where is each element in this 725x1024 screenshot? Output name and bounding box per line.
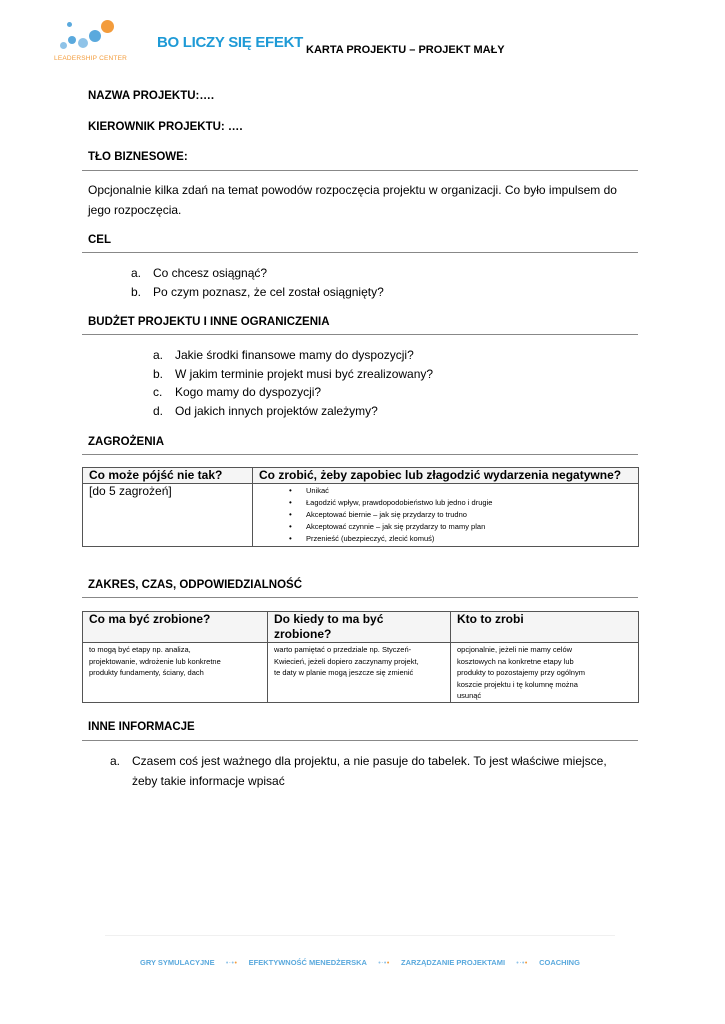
table-header: Co może pójść nie tak? <box>83 468 253 484</box>
cell-line: usunąć <box>457 691 482 700</box>
table-cell[interactable] <box>253 484 639 547</box>
list-item-text: Co chcesz osiągnąć? <box>153 266 268 280</box>
goal-heading: CEL <box>88 234 111 246</box>
list-item-line: Czasem coś jest ważnego dla projektu, a nie pasuje do tabelek. To jest właściwe miejsce, <box>132 754 607 768</box>
bullet-item: • Akceptować biernie – jak się przydarzy to trudno <box>259 509 632 521</box>
list-item[interactable] <box>131 283 384 302</box>
cell-line: opcjonalnie, jeżeli nie mamy celów <box>457 645 573 654</box>
bullet-item: • Akceptować czynnie – jak się przydarzy to mamy plan <box>259 521 632 533</box>
cell-line: te daty w planie mogą jeszcze się zmienić <box>274 668 414 677</box>
table-header: Do kiedy to ma być zrobione? <box>268 612 451 643</box>
list-marker: b. <box>153 366 164 381</box>
logo-text: LEADERSHIP CENTER <box>54 55 127 62</box>
list-marker: a. <box>153 348 164 362</box>
footer-divider <box>105 935 615 936</box>
risks-heading: ZAGROŻENIA <box>88 436 165 448</box>
list-item-text: Po czym poznasz, że cel został osiągnięty? <box>153 284 384 299</box>
goal-list <box>131 264 384 301</box>
cell-line: produkty to pozostajemy przy ogólnym <box>457 668 585 677</box>
bullet-item: • Przenieść (ubezpieczyć, zlecić komuś) <box>259 533 632 545</box>
footer-item: COACHING <box>539 958 580 967</box>
dots-icon: •‧•• <box>516 959 528 967</box>
table-cell[interactable] <box>451 643 639 703</box>
list-marker: d. <box>153 403 164 418</box>
table-header: Co zrobić, żeby zapobiec lub złagodzić wydarzenia negatywne? <box>253 468 639 484</box>
section-divider <box>82 334 638 335</box>
cell-line: koszcie projektu i tę kolumnę można <box>457 679 578 689</box>
list-item[interactable] <box>153 365 433 384</box>
list-item[interactable] <box>131 264 384 283</box>
list-item-text: Od jakich innych projektów zależymy? <box>175 403 378 418</box>
table-cell[interactable] <box>268 643 451 703</box>
cell-line: projektowanie, wdrożenie lub konkretne <box>89 656 221 666</box>
scope-heading: ZAKRES, CZAS, ODPOWIEDZIALNOŚĆ <box>88 579 303 591</box>
section-divider <box>82 740 638 741</box>
section-divider <box>82 454 638 455</box>
section-divider <box>82 170 638 171</box>
project-manager-field[interactable]: KIEROWNIK PROJEKTU: …. <box>88 121 243 133</box>
list-marker: a. <box>110 754 121 768</box>
footer-item: ZARZĄDZANIE PROJEKTAMI <box>401 958 506 967</box>
other-heading: INNE INFORMACJE <box>88 721 195 733</box>
budget-heading: BUDŻET PROJEKTU I INNE OGRANICZENIA <box>88 316 330 328</box>
list-marker: c. <box>153 385 163 399</box>
list-item-text: Kogo mamy do dyspozycji? <box>175 385 322 399</box>
list-item-text <box>132 751 607 791</box>
cell-line: to mogą być etapy np. analiza, <box>89 645 191 654</box>
bullet-item: • Łagodzić wpływ, prawdopodobieństwo lub jedno i drugie <box>259 497 632 509</box>
list-item-text: Jakie środki finansowe mamy do dyspozycji? <box>175 348 414 362</box>
risks-table <box>82 467 639 547</box>
table-header: Kto to zrobi <box>451 612 639 643</box>
section-divider <box>82 597 638 598</box>
risk-responses-list <box>259 485 632 545</box>
project-name-field[interactable]: NAZWA PROJEKTU:…. <box>88 90 215 102</box>
table-header: Co ma być zrobione? <box>83 612 268 643</box>
bullet-item: • Unikać <box>259 485 632 497</box>
footer-item: EFEKTYWNOŚĆ MENEDŻERSKA <box>248 958 367 967</box>
business-text[interactable] <box>88 180 638 220</box>
other-list <box>110 751 607 791</box>
dots-icon: •‧•• <box>225 959 238 967</box>
document-title: KARTA PROJEKTU – PROJEKT MAŁY <box>306 44 505 56</box>
footer-item: GRY SYMULACYJNE <box>140 958 215 967</box>
cell-line: Kwiecień, jeżeli dopiero zaczynamy projekt, <box>274 656 419 666</box>
business-text-line: jego rozpoczęcia. <box>88 203 182 217</box>
list-item[interactable] <box>153 346 433 365</box>
scope-table <box>82 611 639 703</box>
list-item-line: żeby takie informacje wpisać <box>132 774 285 788</box>
section-divider <box>82 252 638 253</box>
list-item[interactable] <box>153 383 433 402</box>
business-text-line: Opcjonalnie kilka zdań na temat powodów rozpoczęcia projektu w organizacji. Co było impulsem do <box>88 183 617 197</box>
list-item[interactable] <box>110 751 607 791</box>
list-marker: a. <box>131 266 142 280</box>
list-item[interactable] <box>153 402 433 421</box>
list-marker: b. <box>131 284 142 299</box>
dots-icon: •‧•• <box>378 959 390 967</box>
table-cell[interactable]: [do 5 zagrożeń] <box>83 484 253 547</box>
list-item-text: W jakim terminie projekt musi być zrealizowany? <box>175 366 434 381</box>
cell-line: produkty fundamenty, ściany, dach <box>89 668 204 677</box>
budget-list <box>153 346 433 420</box>
footer <box>140 958 580 967</box>
table-cell[interactable] <box>83 643 268 703</box>
business-heading: TŁO BIZNESOWE: <box>88 151 188 163</box>
cell-line: kosztowych na konkretne etapy lub <box>457 656 574 666</box>
cell-line: warto pamiętać o przedziale np. Styczeń- <box>274 645 412 654</box>
slogan: BO LICZY SIĘ EFEKT <box>157 34 304 51</box>
